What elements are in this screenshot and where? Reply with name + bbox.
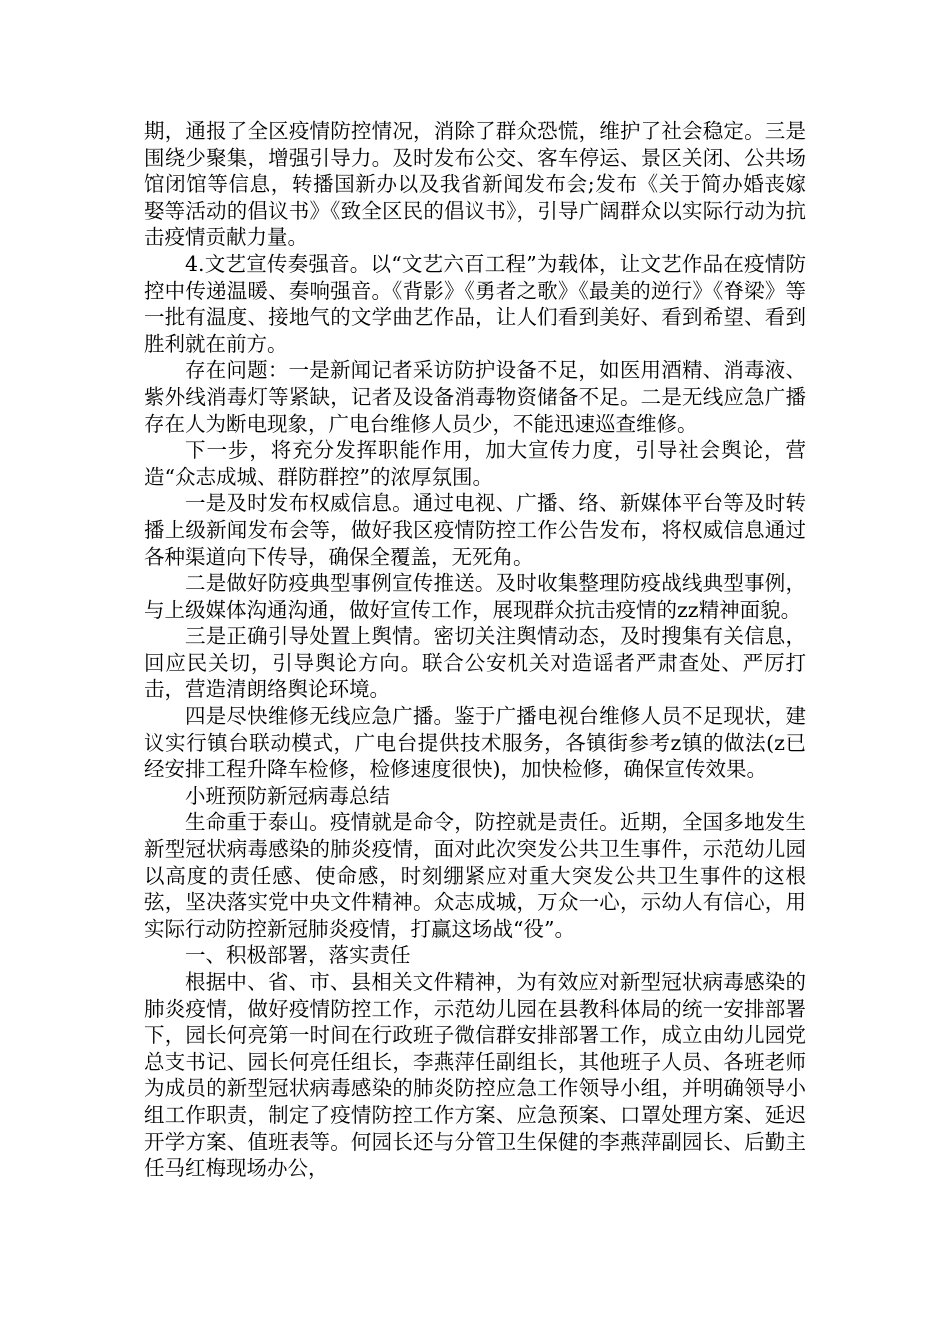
paragraph-typical-cases: 二是做好防疫典型事例宣传推送。及时收集整理防疫战线典型事例，与上级媒体沟通沟通，做好宣传工作，展现群众抗击疫情的zz精神面貌。 (144, 571, 806, 622)
paragraph-intro: 生命重于泰山。疫情就是命令，防控就是责任。近期，全国多地发生新型冠状病毒感染的肺炎疫情，面对此次突发公共卫生事件，示范幼儿园以高度的责任感、使命感，时刻绷紧应对重大突发公共卫生事件的这根弦，坚决落实党中央文件精神。众志成城，万众一心，示幼人有信心，用实际行动防控新冠肺炎疫情，打赢这场战“役”。 (144, 810, 806, 941)
paragraph-emergency-broadcast: 四是尽快维修无线应急广播。鉴于广播电视台维修人员不足现状，建议实行镇台联动模式，广电台提供技术服务，各镇街参考z镇的做法(z已经安排工程升降车检修，检修速度很快)，加快检修，确保宣传效果。 (144, 704, 806, 782)
paragraph-public-opinion: 三是正确引导处置上舆情。密切关注舆情动态，及时搜集有关信息，回应民关切，引导舆论方向。联合公安机关对造谣者严肃查处、严厉打击，营造清朗络舆论环境。 (144, 624, 806, 702)
paragraph-next-steps: 下一步，将充分发挥职能作用，加大宣传力度，引导社会舆论，营造“众志成城、群防群控”的浓厚氛围。 (144, 438, 806, 489)
paragraph-existing-problems: 存在问题：一是新闻记者采访防护设备不足，如医用酒精、消毒液、紫外线消毒灯等紧缺，记者及设备消毒物资储备不足。二是无线应急广播存在人为断电现象，广电台维修人员少，不能迅速巡查维修。 (144, 358, 806, 436)
paragraph-continuation: 期，通报了全区疫情防控情况，消除了群众恐慌，维护了社会稳定。三是围绕少聚集，增强引导力。及时发布公交、客车停运、景区关闭、公共场馆闭馆等信息，转播国新办以及我省新闻发布会;发布《关于简办婚丧嫁娶等活动的倡议书》《致全区民的倡议书》，引导广阔群众以实际行动为抗击疫情贡献力量。 (144, 119, 806, 250)
paragraph-deployment: 根据中、省、市、县相关文件精神，为有效应对新型冠状病毒感染的肺炎疫情，做好疫情防控工作，示范幼儿园在县教科体局的统一安排部署下，园长何亮第一时间在行政班子微信群安排部署工作，成立由幼儿园党总支书记、园长何亮任组长，李燕萍任副组长，其他班子人员、各班老师为成员的新型冠状病毒感染的肺炎防控应急工作领导小组，并明确领导小组工作职责，制定了疫情防控工作方案、应急预案、口罩处理方案、延迟开学方案、值班表等。何园长还与分管卫生保健的李燕萍副园长、后勤主任马红梅现场办公， (144, 970, 806, 1181)
document-page (144, 118, 806, 1182)
section-title: 小班预防新冠病毒总结 (185, 783, 390, 808)
section-heading-deployment: 一、积极部署，落实责任 (185, 943, 411, 968)
paragraph-authoritative-info: 一是及时发布权威信息。通过电视、广播、络、新媒体平台等及时转播上级新闻发布会等，做好我区疫情防控工作公告发布，将权威信息通过各种渠道向下传导，确保全覆盖，无死角。 (144, 491, 806, 569)
paragraph-arts-publicity: 4.文艺宣传奏强音。以“文艺六百工程”为载体，让文艺作品在疫情防控中传递温暖、奏响强音。《背影》《勇者之歌》《最美的逆行》《脊梁》等一批有温度、接地气的文学曲艺作品，让人们看到美好、看到希望、看到胜利就在前方。 (144, 251, 806, 356)
